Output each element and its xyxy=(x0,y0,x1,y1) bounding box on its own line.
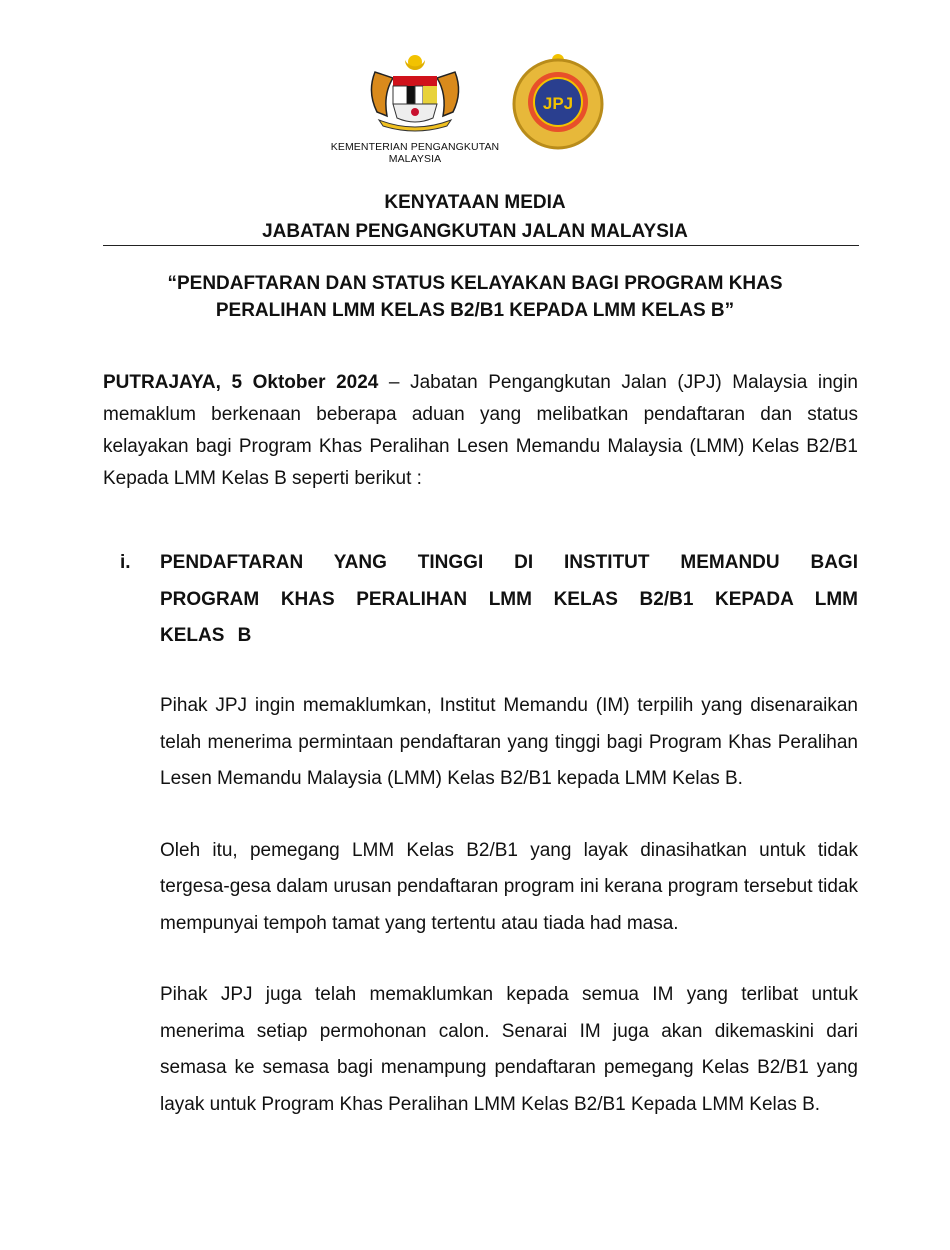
document-header xyxy=(0,188,950,246)
jpj-logo-text: JPJ xyxy=(542,94,574,113)
coat-of-arms-icon xyxy=(365,52,465,134)
ministry-logo xyxy=(325,52,505,165)
ministry-name xyxy=(325,141,505,165)
section-paragraph: Oleh itu, pemegang LMM Kelas B2/B1 yang layak dinasihatkan untuk tidak tergesa-gesa dalam urusan pendaftaran program ini kerana program tersebut tidak mempunyai tempoh tamat yang tertentu atau tiada had masa. xyxy=(160,839,858,934)
section-heading xyxy=(103,545,858,655)
document-title xyxy=(0,270,950,324)
header-divider xyxy=(103,245,859,246)
title-line2: PERALIHAN LMM KELAS B2/B1 KEPADA LMM KELAS B” xyxy=(215,300,735,321)
logo-area xyxy=(0,52,950,172)
header-line1: KENYATAAN MEDIA xyxy=(384,192,566,213)
jpj-emblem-icon xyxy=(508,52,608,152)
section-paragraph: Pihak JPJ juga telah memaklumkan kepada semua IM yang terlibat untuk menerima setiap permohonan calon. Senarai IM juga akan dikemaskini dari semasa ke semasa bagi menampung pendaftaran pemegang Kelas B2/B1 yang layak untuk Program Khas Peralihan LMM Kelas B2/B1 Kepada LMM Kelas B. xyxy=(160,984,858,1115)
jpj-logo xyxy=(508,52,608,157)
header-line2: JABATAN PENGANGKUTAN JALAN MALAYSIA xyxy=(262,221,688,242)
intro-paragraph xyxy=(103,367,858,495)
title-line1: “PENDAFTARAN DAN STATUS KELAYAKAN BAGI PROGRAM KHAS xyxy=(167,273,783,294)
section-heading-text: PENDAFTARAN YANG TINGGI DI INSTITUT MEMANDU BAGI PROGRAM KHAS PERALIHAN LMM KELAS B2/B1 KEPADA LMM KELAS B xyxy=(160,552,858,646)
dateline: PUTRAJAYA, 5 Oktober 2024 xyxy=(103,372,379,393)
section-paragraph: Pihak JPJ ingin memaklumkan, Institut Memandu (IM) terpilih yang disenaraikan telah menerima permintaan pendaftaran yang tinggi bagi Program Khas Peralihan Lesen Memandu Malaysia (LMM) Kelas B2/B1 kepada LMM Kelas B. xyxy=(160,695,858,789)
intro-text: – Jabatan Pengangkutan Jalan (JPJ) Malaysia ingin memaklum berkenaan beberapa aduan yang melibatkan pendaftaran dan status kelayakan bagi Program Khas Peralihan Lesen Memandu Malaysia (LMM) Kelas B2/B1 Kepada LMM Kelas B seperti berikut : xyxy=(103,372,858,489)
ministry-name-line2: MALAYSIA xyxy=(388,153,442,165)
ministry-name-line1: KEMENTERIAN PENGANGKUTAN xyxy=(330,141,500,153)
section-number: i. xyxy=(120,552,131,573)
section-body xyxy=(160,688,858,1158)
